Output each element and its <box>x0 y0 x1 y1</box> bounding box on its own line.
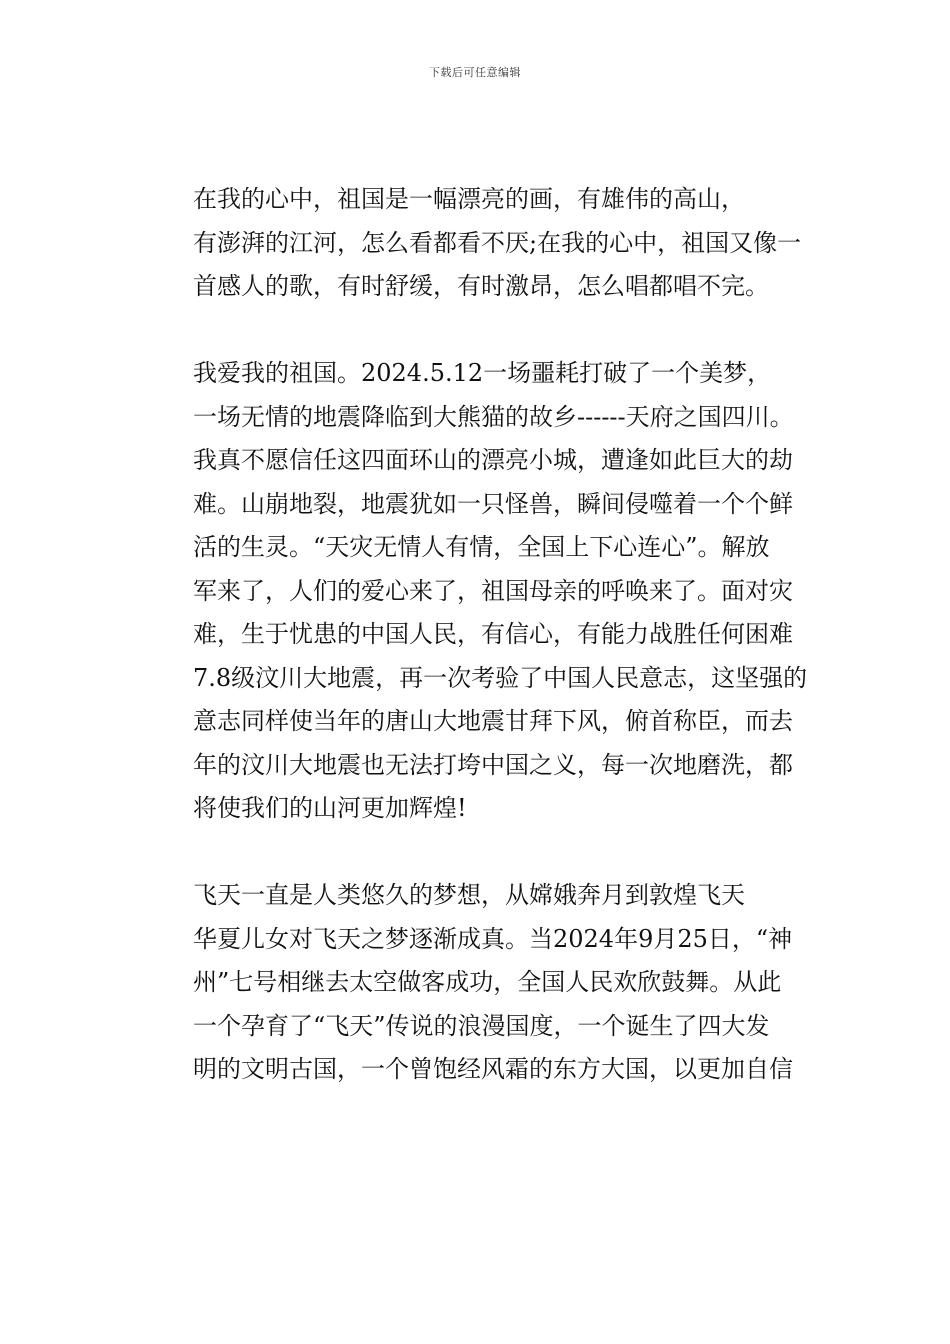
text-line: 我爱我的祖国。2024.5.12一场噩耗打破了一个美梦， <box>193 359 772 387</box>
text-line: 有澎湃的江河，怎么看都看不厌;在我的心中，祖国又像一 <box>193 228 802 257</box>
text-line: 飞天一直是人类悠久的梦想，从嫦娥奔月到敦煌飞天 <box>193 881 745 909</box>
text-line: 华夏儿女对飞天之梦逐渐成真。当2024年9月25日，“神 <box>193 924 793 953</box>
text-line: 难，生于忧患的中国人民，有信心，有能力战胜任何困难 <box>193 620 793 648</box>
text-line: 将使我们的山河更加辉煌! <box>193 794 467 822</box>
document-body <box>145 178 825 1092</box>
text-line: 意志同样使当年的唐山大地震甘拜下风，俯首称臣，而去 <box>193 707 793 735</box>
paragraph-flight-dream <box>145 874 825 1092</box>
text-line: 明的文明古国，一个曾饱经风霜的东方大国，以更加自信 <box>193 1055 793 1083</box>
page-header: 下载后可任意编辑 <box>429 66 521 79</box>
paragraph-earthquake <box>145 352 825 831</box>
text-line: 州”七号相继去太空做客成功，全国人民欢欣鼓舞。从此 <box>193 968 782 996</box>
paragraph-motherland-painting <box>145 178 825 309</box>
text-line: 一个孕育了“飞天”传说的浪漫国度，一个诞生了四大发 <box>193 1011 770 1040</box>
text-line: 我真不愿信任这四面环山的漂亮小城，遭逢如此巨大的劫 <box>193 446 793 474</box>
text-line: 7.8级汶川大地震，再一次考验了中国人民意志，这坚强的 <box>193 663 808 692</box>
text-line: 一场无情的地震降临到大熊猫的故乡------天府之国四川。 <box>193 402 794 431</box>
text-line: 年的汶川大地震也无法打垮中国之义，每一次地磨洗，都 <box>193 750 793 779</box>
text-line: 在我的心中，祖国是一幅漂亮的画，有雄伟的高山， <box>193 185 745 213</box>
text-line: 首感人的歌，有时舒缓，有时激昂，怎么唱都唱不完。 <box>193 272 769 300</box>
text-line: 活的生灵。“天灾无情人有情，全国上下心连心”。解放 <box>193 533 770 561</box>
text-line: 难。山崩地裂，地震犹如一只怪兽，瞬间侵噬着一个个鲜 <box>193 489 793 518</box>
text-line: 军来了，人们的爱心来了，祖国母亲的呼唤来了。面对灾 <box>193 576 793 605</box>
